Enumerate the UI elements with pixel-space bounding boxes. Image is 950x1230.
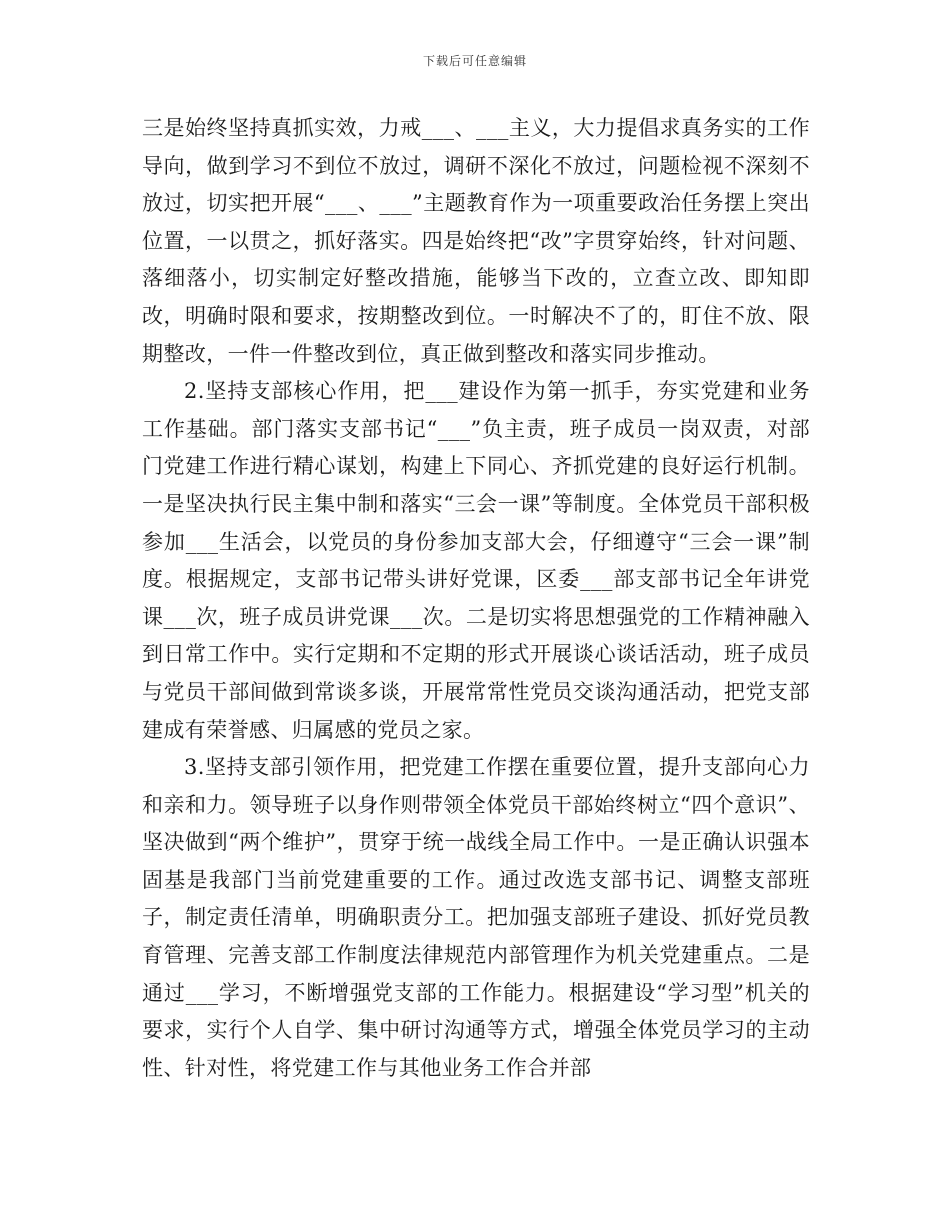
paragraph-1: 三是始终坚持真抓实效，力戒___、___主义，大力提倡求真务实的工作导向，做到学习不到位不放过，调研不深化不放过，问题检视不深刻不放过，切实把开展“___、___”主题教育作为一项重要政治任务摆上突出位置，一以贯之，抓好落实。四是始终把“改”字贯穿始终，针对问题、落细落小，切实制定好整改措施，能够当下改的，立查立改、即知即改，明确时限和要求，按期整改到位。一时解决不了的，盯住不放、限期整改，一件一件整改到位，真正做到整改和落实同步推动。 [142,116,810,366]
paragraph-3: 3.坚持支部引领作用，把党建工作摆在重要位置，提升支部向心力和亲和力。领导班子以身作则带领全体党员干部始终树立“四个意识”、坚决做到“两个维护”，贯穿于统一战线全局工作中。一是正确认识强本固基是我部门当前党建重要的工作。通过改选支部书记、调整支部班子，制定责任清单，明确职责分工。把加强支部班子建设、抓好党员教育管理、完善支部工作制度法律规范内部管理作为机关党建重点。二是通过___学习，不断增强党支部的工作能力。根据建设“学习型”机关的要求，实行个人自学、集中研讨沟通等方式，增强全体党员学习的主动性、针对性，将党建工作与其他业务工作合并部 [142,755,810,1080]
page-header: 下载后可任意编辑 [422,54,527,68]
document-body [142,110,810,1087]
paragraph-2: 2.坚持支部核心作用，把___建设作为第一抓手，夯实党建和业务工作基础。部门落实支部书记“___”负主责，班子成员一岗双责，对部门党建工作进行精心谋划，构建上下同心、齐抓党建的良好运行机制。一是坚决执行民主集中制和落实“三会一课”等制度。全体党员干部积极参加___生活会，以党员的身份参加支部大会，仔细遵守“三会一课”制度。根据规定，支部书记带头讲好党课，区委___部支部书记全年讲党课___次，班子成员讲党课___次。二是切实将思想强党的工作精神融入到日常工作中。实行定期和不定期的形式开展谈心谈话活动，班子成员与党员干部间做到常谈多谈，开展常常性党员交谈沟通活动，把党支部建成有荣誉感、归属感的党员之家。 [142,379,810,742]
